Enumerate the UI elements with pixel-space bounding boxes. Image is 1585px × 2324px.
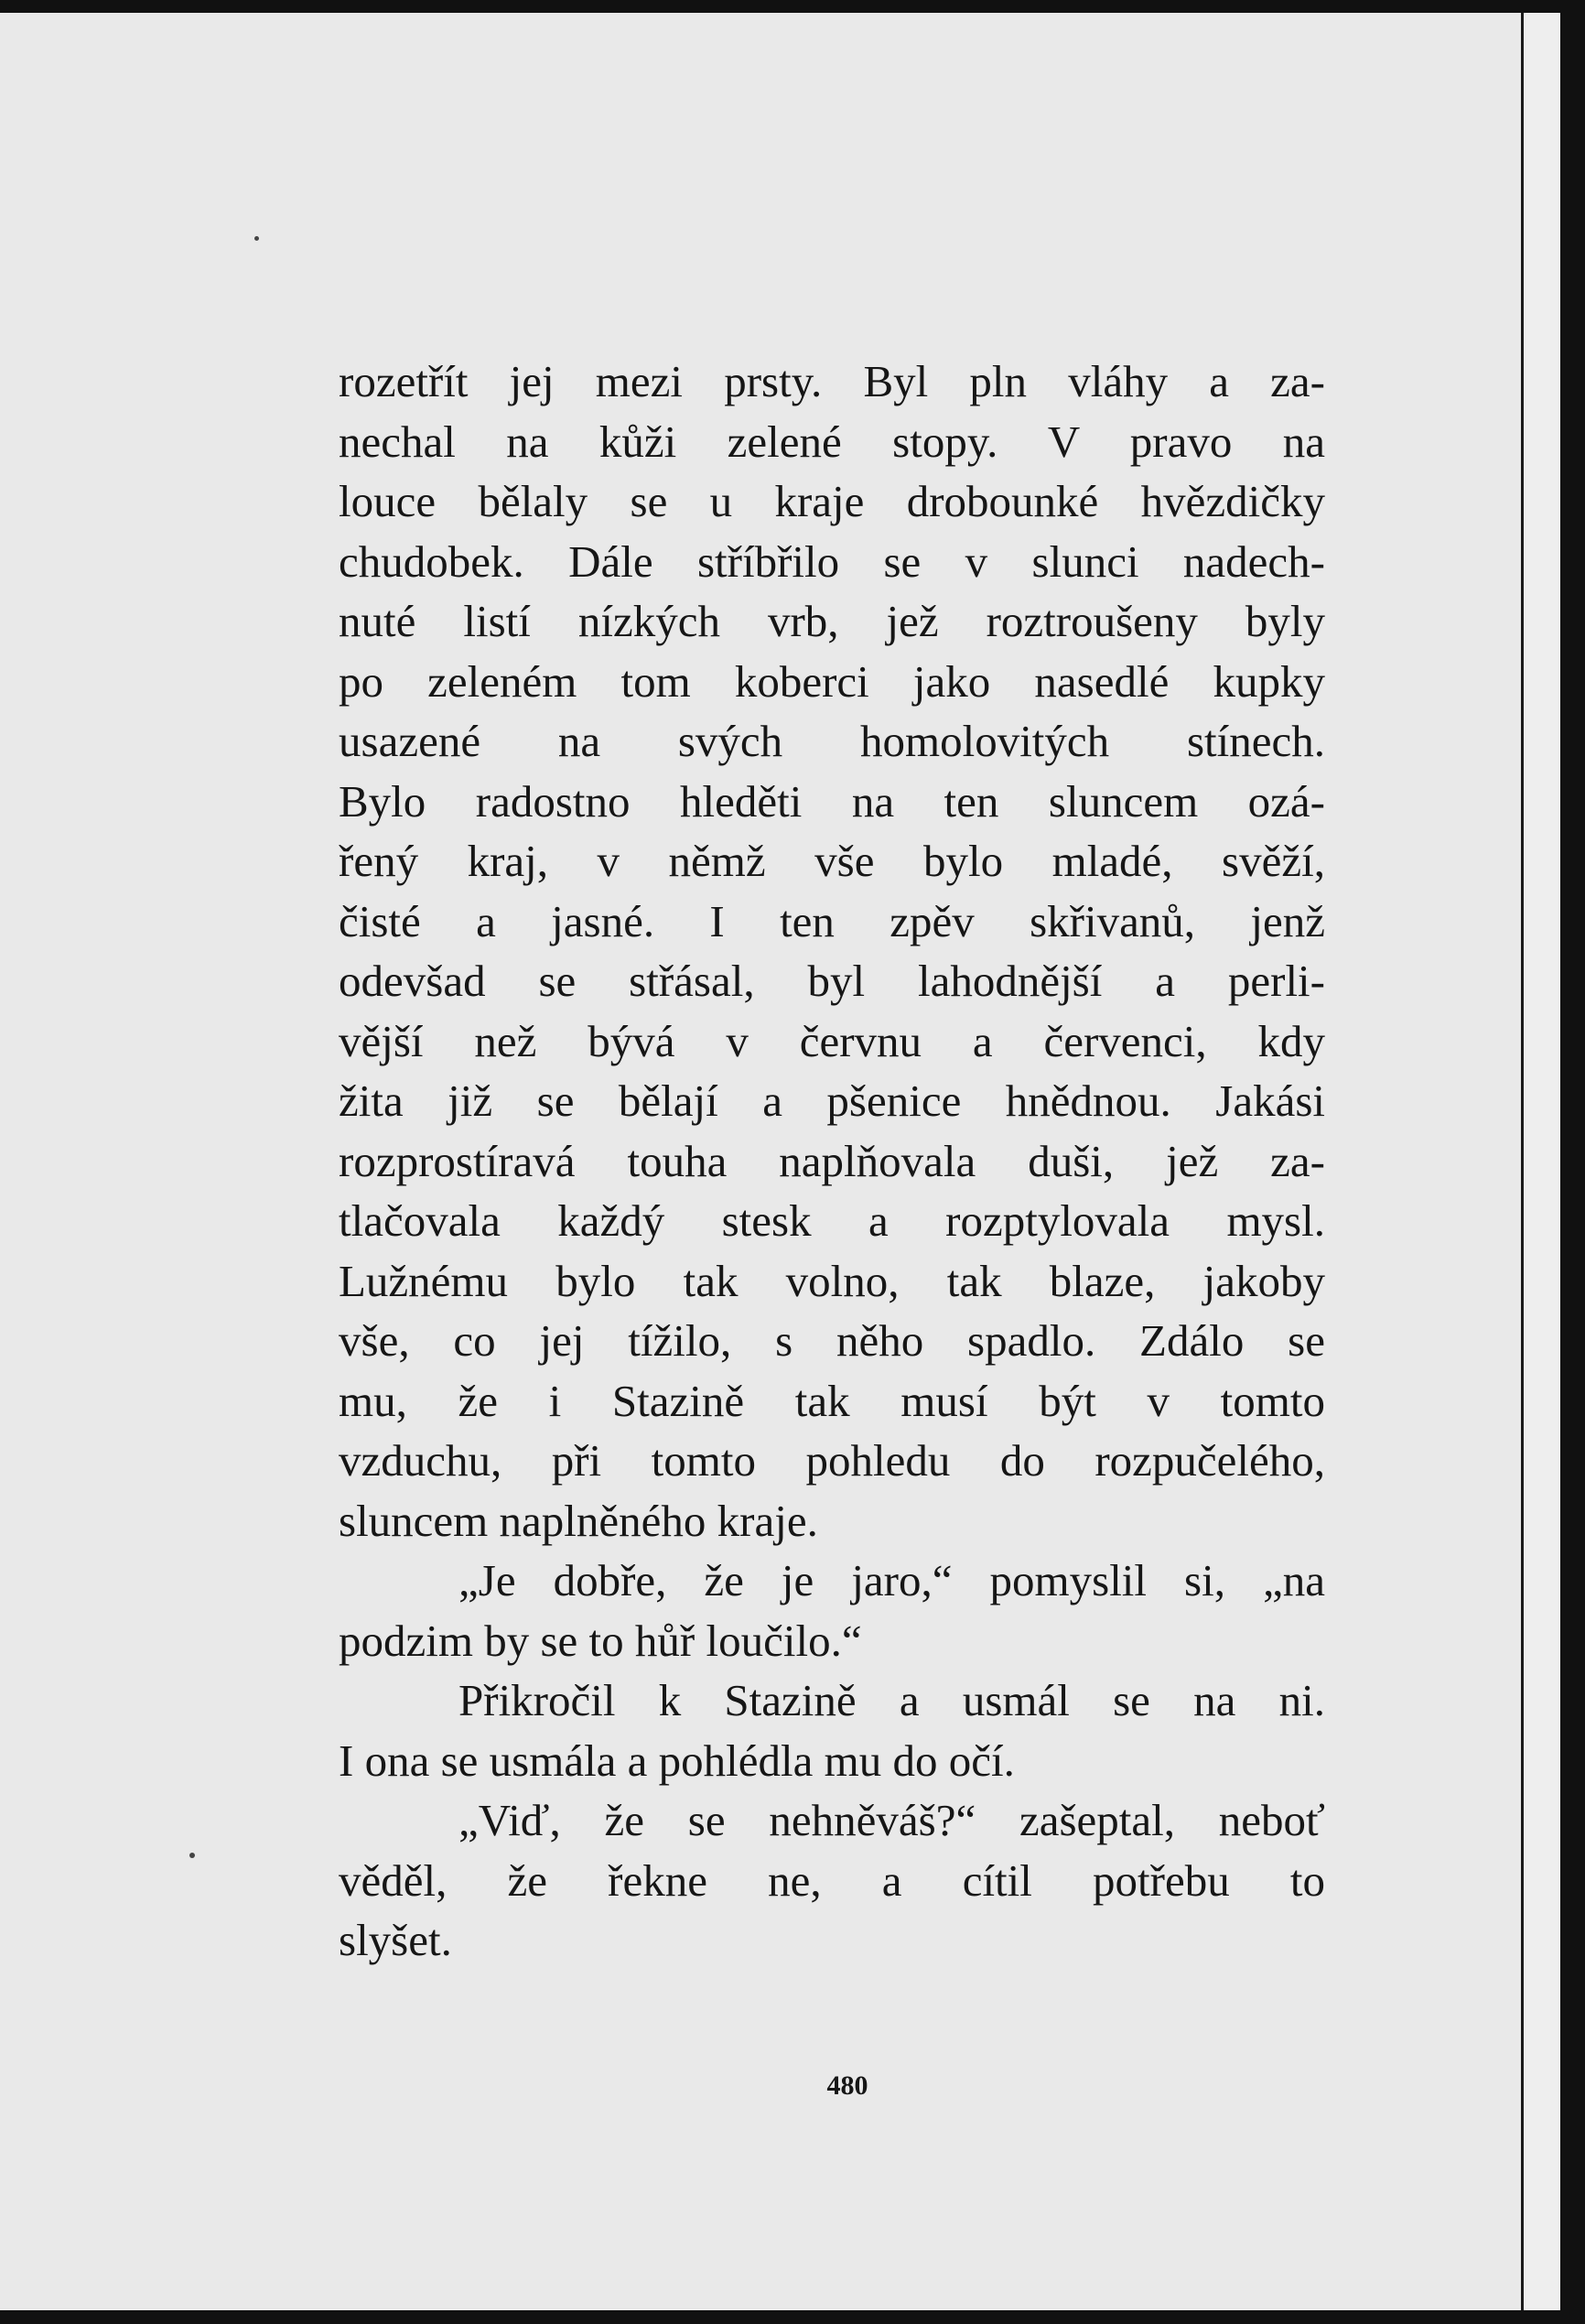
text-line-paragraph-start: „Viď, že se nehněváš?“ zašeptal, neboť — [458, 1795, 1325, 1845]
page-number: 480 — [826, 2070, 868, 2101]
page-text — [339, 351, 1325, 1971]
text-line: rozetřít jej mezi prsty. Byl pln vláhy a za- — [339, 356, 1325, 406]
text-line: tlačovala každý stesk a rozptylovala mysl. — [339, 1195, 1325, 1246]
text-line: věděl, že řekne ne, a cítil potřebu to — [339, 1854, 1325, 1906]
text-line-paragraph-start: Přikročil k Stazině a usmál se na ni. — [458, 1675, 1325, 1725]
text-line: po zeleném tom koberci jako nasedlé kupky — [339, 655, 1325, 707]
text-line-paragraph-end: slyšet. — [339, 1915, 452, 1965]
text-line: odevšad se střásal, byl lahodnější a perli- — [339, 956, 1325, 1006]
text-line: nuté listí nízkých vrb, jež roztroušeny byly — [339, 596, 1325, 646]
adjacent-page-edge — [1521, 13, 1560, 2310]
text-line-paragraph-start: „Je dobře, že je jaro,“ pomyslil si, „na — [458, 1555, 1325, 1605]
text-line: vše, co jej tížilo, s něho spadlo. Zdálo se — [339, 1315, 1325, 1366]
text-line: rozprostíravá touha naplňovala duši, jež za- — [339, 1135, 1325, 1186]
text-line: usazené na svých homolovitých stínech. — [339, 716, 1325, 766]
text-line: louce bělaly se u kraje drobounké hvězdičky — [339, 476, 1325, 526]
text-line: čisté a jasné. I ten zpěv skřivanů, jenž — [339, 895, 1325, 946]
text-line: žita již se bělají a pšenice hnědnou. Jakási — [339, 1076, 1325, 1126]
text-line: Bylo radostno hleděti na ten sluncem ozá- — [339, 775, 1325, 827]
text-line: Lužnému bylo tak volno, tak blaze, jakoby — [339, 1255, 1325, 1306]
text-line-paragraph-end: podzim by se to hůř loučilo.“ — [339, 1615, 862, 1666]
text-line-paragraph-end: sluncem naplněného kraje. — [339, 1495, 818, 1546]
text-line: vější než bývá v červnu a červenci, kdy — [339, 1015, 1325, 1066]
text-line-paragraph-end: I ona se usmála a pohlédla mu do očí. — [339, 1735, 1015, 1786]
text-line: nechal na kůži zelené stopy. V pravo na — [339, 416, 1325, 467]
text-line: vzduchu, při tomto pohledu do rozpučelého, — [339, 1435, 1325, 1486]
scan-speck — [254, 236, 259, 241]
text-line: mu, že i Stazině tak musí být v tomto — [339, 1375, 1325, 1426]
scan-speck — [189, 1853, 195, 1858]
text-line: chudobek. Dále stříbřilo se v slunci nadech- — [339, 535, 1325, 587]
text-line: řený kraj, v němž vše bylo mladé, svěží, — [339, 836, 1325, 886]
